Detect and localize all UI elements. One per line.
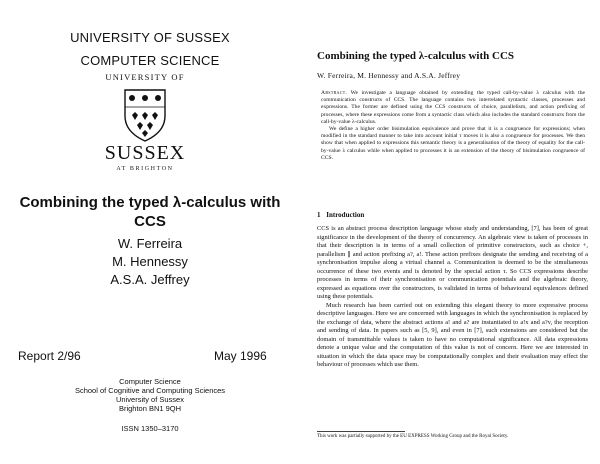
- department-name: COMPUTER SCIENCE: [80, 53, 220, 68]
- cover-title-line-1: Combining the typed λ-calculus with: [19, 194, 281, 211]
- abstract-label: Abstract.: [321, 90, 348, 96]
- university-name: UNIVERSITY OF SUSSEX: [70, 30, 230, 45]
- address-line-3: University of Sussex: [116, 395, 184, 404]
- abstract-paragraph-2: We define a higher order bisimulation equivalence and prove that it is a congruence for expressions; when modified in the standard manner to take into account initial τ moves it is also a congruence for processes. We then show that when applied to expressions this semantic theory is a generalisation of the theory of equality for the call-by-value λ calculus while when applied to processes it is an extension of the theory of bisimulation congruence of CCS.: [321, 126, 585, 161]
- cover-author-1: W. Ferreira: [117, 236, 183, 251]
- report-number: Report 2/96: [18, 349, 81, 363]
- article-page: [300, 0, 600, 464]
- section-heading: [317, 211, 364, 219]
- logo-top-text: UNIVERSITY OF: [105, 72, 185, 82]
- cover-author-3: A.S.A. Jeffrey: [110, 272, 190, 287]
- paper-authors: W. Ferreira, M. Hennessy and A.S.A. Jeffrey: [317, 71, 461, 80]
- intro-paragraph-2: Much research has been carried out on extending this elegant theory to more expressive process descriptive languages. Here we are concerned with languages in which the synchronisation is replaced by the exchange of data, where the abstract actions a! and a? are instantiated to a!x and a?v, the reception and sending of data. In papers such as [5, 9], and even in [7], such extensions are considered but the domain of transmittable values is taken to have no computational significance. All data expressions denote a unique value and the computation of this value is not of concern. Here we are interested in situation in which the data space may be computationally complex and their evaluation may effect the behaviour of processes which use them.: [317, 301, 588, 368]
- section-title: Introduction: [326, 211, 365, 219]
- address-line-2: School of Cognitive and Computing Sciences: [74, 386, 226, 395]
- cover-title: [0, 193, 300, 231]
- footnote-divider: [317, 431, 405, 432]
- logo-name: SUSSEX: [104, 142, 186, 164]
- report-date: May 1996: [214, 349, 267, 363]
- address-line-4: Brighton BN1 9QH: [118, 404, 182, 413]
- address-line-1: Computer Science: [119, 377, 181, 386]
- university-logo: [100, 70, 190, 180]
- logo-place: AT BRIGHTON: [116, 166, 174, 172]
- cover-title-line-2: CCS: [134, 213, 166, 230]
- paper-title: Combining the typed λ-calculus with CCS: [317, 50, 515, 62]
- section-number: 1: [317, 211, 321, 219]
- abstract: [321, 90, 585, 162]
- cover-author-2: M. Hennessy: [112, 254, 188, 269]
- abstract-paragraph-1: [321, 90, 585, 126]
- footnote: This work was partially supported by the EU EXPRESS Working Group and the Royal Society.: [317, 434, 509, 439]
- abstract-text-1: We investigate a language obtained by extending the typed call-by-value λ calculus with the communication constructs of CCS. The language contains two interrelated syntactic classes, processes and expressions. The former are defined using the CCS constructs of choice, parallelism, and action prefixing of processes, where these expressions come from a syntactic class which also includes the standard constructs from the call-by-value λ-calculus.: [321, 90, 585, 125]
- crest-icon: [118, 86, 172, 142]
- introduction-text: [317, 225, 588, 370]
- issn: ISSN 1350–3170: [121, 424, 179, 433]
- intro-paragraph-1: CCS is an abstract process description language whose study and understanding, [7], has been of great significance in the development of the theory of concurrency. An algebraic view is taken of processes in that their description is in terms of a small collection of primitive constructors, such as choice +, parallelism ∥ and action prefixing a?, a!. These action prefixes designate the sending and receiving of a synchronisation impulse along a virtual channel a. Communication is deemed to be the simultaneous occurrence of these two events and is denoted by the special action τ. So CCS expressions describe processes in terms of their synchronisation or communication potentials and the algebraic theory, expressed as equations over the constructors, is validated in terms of behavioural equivalences defined using these potentials.: [317, 225, 588, 300]
